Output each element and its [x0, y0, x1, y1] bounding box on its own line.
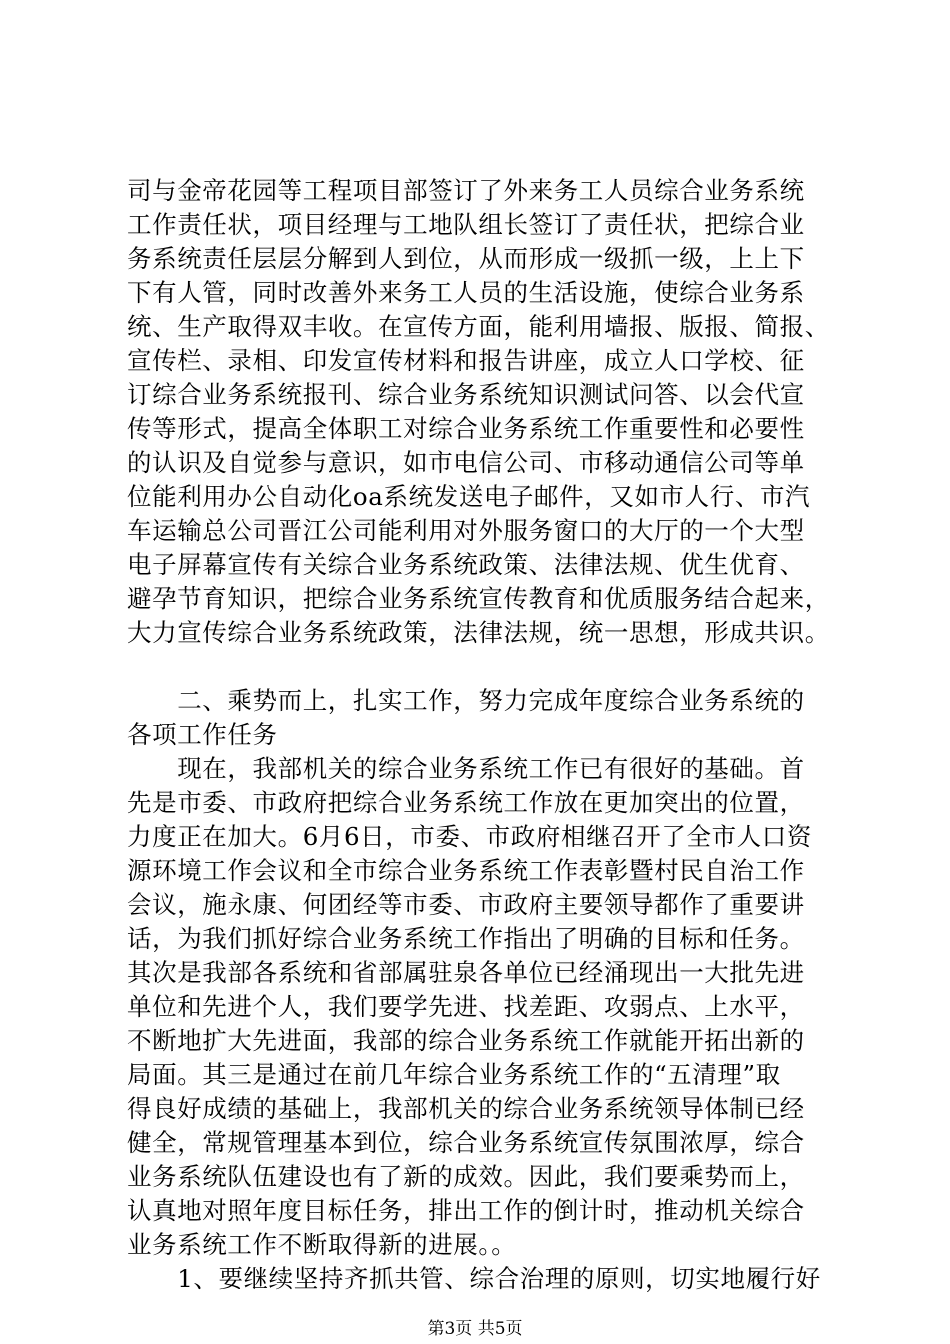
text-line: 位能利用办公自动化oa系统发送电子邮件，又如市人行、市汽 [127, 482, 811, 511]
text-line: 现在，我部机关的综合业务系统工作已有很好的基础。首 [127, 754, 805, 783]
heading-line: 各项工作任务 [127, 720, 278, 749]
text-line: 先是市委、市政府把综合业务系统工作放在更加突出的位置， [127, 788, 805, 817]
text-line: 会议，施永康、何团经等市委、市政府主要领导都作了重要讲 [127, 890, 805, 919]
text-line: 局面。其三是通过在前几年综合业务系统工作的“五清理”取 [127, 1060, 781, 1089]
text-line: 的认识及自觉参与意识，如市电信公司、市移动通信公司等单 [127, 448, 805, 477]
text-line: 大力宣传综合业务系统政策，法律法规，统一思想，形成共识。 [127, 618, 830, 647]
text-line: 司与金帝花园等工程项目部签订了外来务工人员综合业务系统 [127, 176, 805, 205]
page-footer: 第3页 共5页 [427, 1319, 523, 1339]
text-line: 话，为我们抓好综合业务系统工作指出了明确的目标和任务。 [127, 924, 805, 953]
text-line: 其次是我部各系统和省部属驻泉各单位已经涌现出一大批先进 [127, 958, 805, 987]
text-line: 业务系统队伍建设也有了新的成效。因此，我们要乘势而上， [127, 1162, 805, 1191]
text-line: 务系统责任层层分解到人到位，从而形成一级抓一级，上上下 [127, 244, 805, 273]
text-line: 单位和先进个人，我们要学先进、找差距、攻弱点、上水平， [127, 992, 805, 1021]
text-line: 电子屏幕宣传有关综合业务系统政策、法律法规、优生优育、 [127, 550, 805, 579]
text-line: 下有人管，同时改善外来务工人员的生活设施，使综合业务系 [127, 278, 805, 307]
text-line: 认真地对照年度目标任务，排出工作的倒计时，推动机关综合 [127, 1196, 805, 1225]
text-line: 力度正在加大。6月6日，市委、市政府相继召开了全市人口资 [127, 822, 812, 851]
text-line: 源环境工作会议和全市综合业务系统工作表彰暨村民自治工作 [127, 856, 805, 885]
text-line: 宣传栏、录相、印发宣传材料和报告讲座，成立人口学校、征 [127, 346, 805, 375]
text-line: 健全，常规管理基本到位，综合业务系统宣传氛围浓厚，综合 [127, 1128, 805, 1157]
text-line: 不断地扩大先进面，我部的综合业务系统工作就能开拓出新的 [127, 1026, 805, 1055]
text-line: 传等形式，提高全体职工对综合业务系统工作重要性和必要性 [127, 414, 805, 443]
text-line: 得良好成绩的基础上，我部机关的综合业务系统领导体制已经 [127, 1094, 805, 1123]
text-line: 避孕节育知识，把综合业务系统宣传教育和优质服务结合起来， [127, 584, 830, 613]
text-line: 业务系统工作不断取得新的进展。。 [127, 1230, 517, 1259]
heading-line: 二、乘势而上，扎实工作，努力完成年度综合业务系统的 [127, 686, 805, 715]
text-line: 统、生产取得双丰收。在宣传方面，能利用墙报、版报、简报、 [127, 312, 830, 341]
text-line: 订综合业务系统报刊、综合业务系统知识测试问答、以会代宣 [127, 380, 805, 409]
text-line: 工作责任状，项目经理与工地队组长签订了责任状，把综合业 [127, 210, 805, 239]
text-line: 车运输总公司晋江公司能利用对外服务窗口的大厅的一个大型 [127, 516, 805, 545]
list-item-1: 1、要继续坚持齐抓共管、综合治理的原则，切实地履行好 [127, 1264, 821, 1293]
